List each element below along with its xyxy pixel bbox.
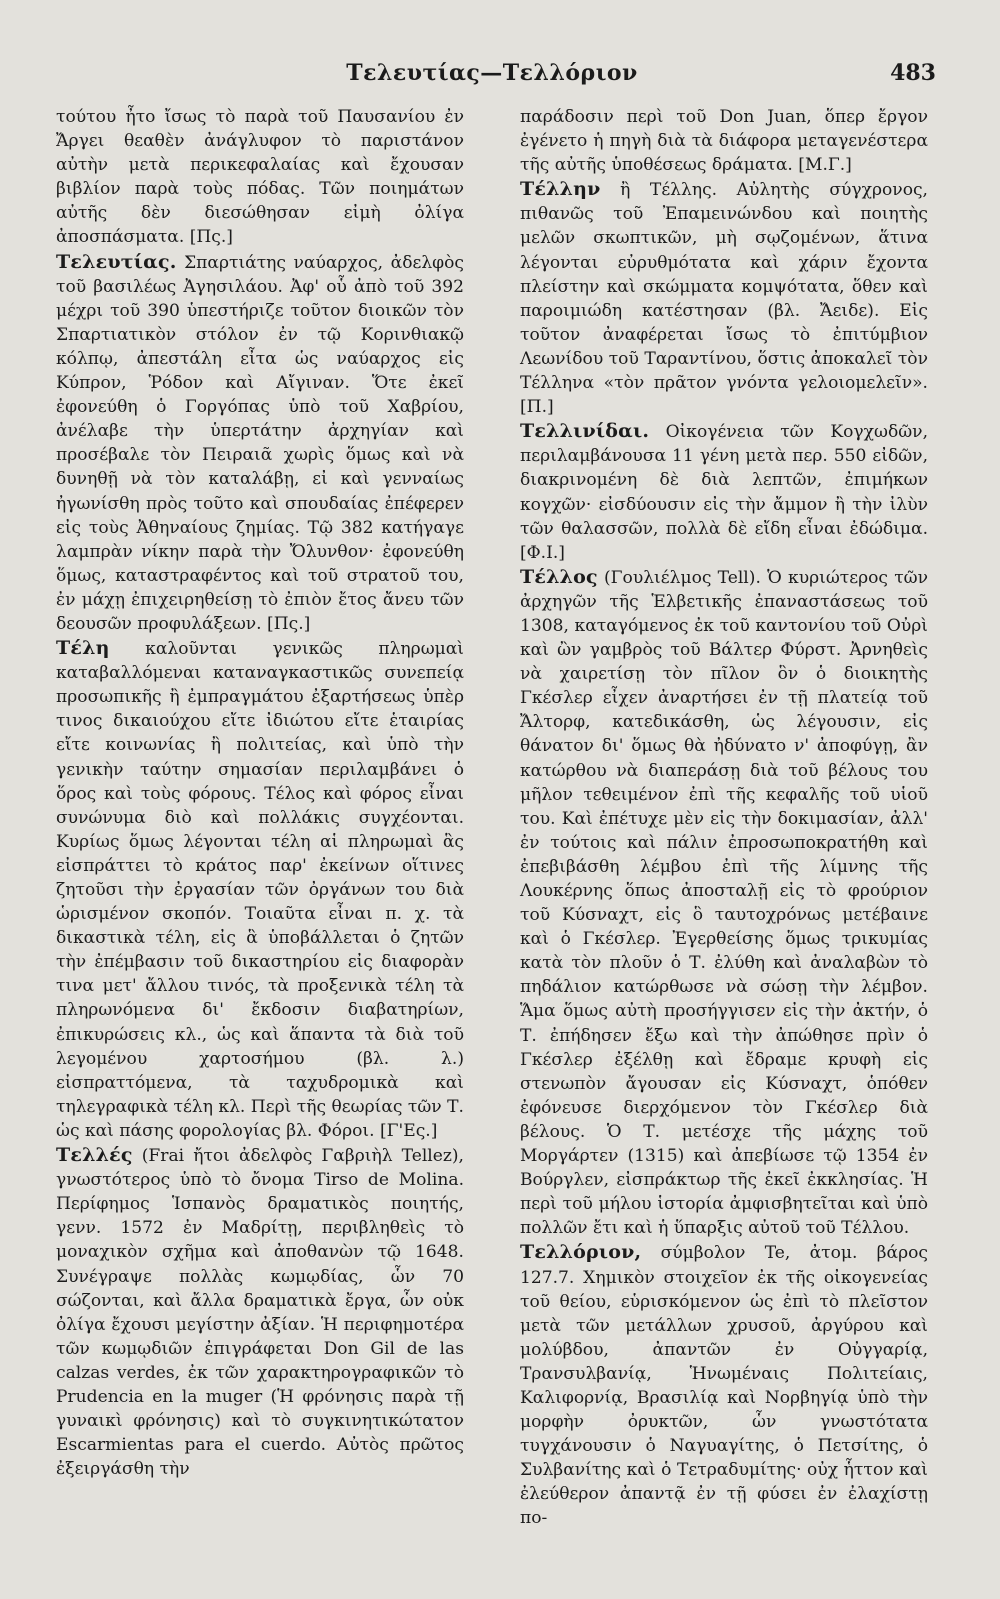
entry-text: (Frai ἤτοι ἀδελφὸς Γαβριὴλ Tellez), γνωστότερος ὑπὸ τὸ ὄνομα Tirso de Molina. Περίφημος Ἱσπανὸς δραματικὸς ποιητής, γενν. 1572 ἐν Μαδρίτῃ, περιβληθεὶς τὸ μοναχικὸν σχῆμα καὶ ἀποθανὼν τῷ 1648. Συνέγραψε πολλὰς κωμῳδίας, ὧν 70 σώζονται, καὶ ἄλλα δραματικὰ ἔργα, ὧν οὐκ ὀλίγα ἔχουσι μεγίστην ἀξίαν. Ἡ περιφημοτέρα τῶν κωμῳδιῶν ἐπιγράφεται Don Gil de las calzas verdes, ἐκ τῶν χαρακτηρογραφικῶν τὸ Prudencia en la muger (Ἡ φρόνησις παρὰ τῇ γυναικὶ φρόνησις) καὶ τὸ συγκινητικώτατον Escarmientas para el cuerdo. Αὐτὸς πρῶτος ἐξειργάσθη τὴν — [56, 1146, 464, 1480]
entry-tellinidai — [520, 419, 928, 565]
entry-headword: Τελευτίας. — [56, 250, 177, 273]
right-column — [520, 104, 928, 1531]
entry-tellos — [520, 565, 928, 1241]
page-number: 483 — [890, 60, 936, 86]
entry-tellorion — [520, 1240, 928, 1530]
entry-text: σύμβολον Te, ἀτομ. βάρος 127.7. Χημικὸν στοιχεῖον ἐκ τῆς οἰκογενείας τοῦ θείου, εὑρισκόμενον ὡς ἐπὶ τὸ πλεῖστον μετὰ τῶν μετάλλων χρυσοῦ, ἀργύρου καὶ μολύβδου, ἀπαντῶν ἐν Οὐγγαρίᾳ, Τρανσυλβανίᾳ, Ἡνωμέναις Πολιτείαις, Καλιφορνίᾳ, Βρασιλίᾳ καὶ Νορβηγίᾳ ὑπὸ τὴν μορφὴν ὀρυκτῶν, ὧν γνωστότατα τυγχάνουσιν ὁ Ναγυαγίτης, ὁ Πετσίτης, ὁ Συλβανίτης καὶ ὁ Τετραδυμίτης· οὐχ ἧττον καὶ ἐλεύθερον ἀπαντᾷ ἐν τῇ φύσει ἐν ἐλαχίστῃ πο- — [520, 1243, 928, 1529]
entry-teli — [56, 636, 464, 1143]
entry-continuation — [520, 104, 928, 177]
entry-teleutias — [56, 250, 464, 637]
entry-text: καλοῦνται γενικῶς πληρωμαὶ καταβαλλόμεναι καταναγκαστικῶς συνεπείᾳ προσωπικῆς ἢ ἐμπραγμάτου ἐξαρτήσεως ὑπὲρ τινος δικαιούχου εἴτε ἰδιώτου εἴτε ἑταιρίας εἴτε κοινωνίας ἢ πολιτείας, καὶ ὑπὸ τὴν γενικὴν ταύτην σημασίαν περιλαμβάνει ὁ ὅρος καὶ τοὺς φόρους. Τέλος καὶ φόρος εἶναι συνώνυμα διὸ καὶ πολλάκις συγχέονται. Κυρίως ὅμως λέγονται τέλη αἱ πληρωμαὶ ἃς εἰσπράττει τὸ κράτος παρ' ἐκείνων οἵτινες ζητοῦσι τὴν ἐργασίαν τῶν ὀργάνων του διὰ ὡρισμένον σκοπόν. Τοιαῦτα εἶναι π. χ. τὰ δικαστικὰ τέλη, εἰς ἃ ὑποβάλλεται ὁ ζητῶν τὴν ἐπέμβασιν τοῦ δικαστηρίου εἰς διαφορὰν τινα μετ' ἄλλου τινός, τὰ προξενικὰ τέλη τὰ πληρωνόμενα δι' ἔκδοσιν διαβατηρίων, ἐπικυρώσεις κλ., ὡς καὶ ἅπαντα τὰ διὰ τοῦ λεγομένου χαρτοσήμου (βλ. λ.) εἰσπραττόμενα, τὰ ταχυδρομικὰ καὶ τηλεγραφικὰ τέλη κλ. Περὶ τῆς θεωρίας τῶν Τ. ὡς καὶ πάσης φορολογίας βλ. Φόροι. [Γ'Ες.] — [56, 639, 465, 1141]
entry-text: Οἰκογένεια τῶν Κογχωδῶν, περιλαμβάνουσα 11 γένη μετὰ περ. 550 εἰδῶν, διακρινομένη δὲ διὰ λεπτῶν, ἐπιμήκων κογχῶν· εἰσδύουσιν εἰς τὴν ἄμμον ἢ τὴν ἰλὺν τῶν θαλασσῶν, πολλὰ δὲ εἴδη εἶναι ἐδώδιμα. [Φ.Ι.] — [520, 422, 928, 563]
entry-continuation — [56, 104, 464, 250]
entry-text: ἢ Τέλλης. Αὐλητὴς σύγχρονος, πιθανῶς τοῦ Ἐπαμεινώνδου καὶ ποιητὴς μελῶν σκωπτικῶν, μὴ σῳζομένων, ἅτινα λέγονται εὐρυθμότατα καὶ χάριν ἔχοντα πλείστην καὶ σκώμματα κομψότατα, ὅθεν καὶ παροιμιώδη κατέστησαν (βλ. Ἄειδε). Εἰς τοῦτον ἀναφέρεται ἴσως τὸ ἐπιτύμβιον Λεωνίδου τοῦ Ταραντίνου, ὅστις ἀποκαλεῖ τὸν Τέλληνα «τὸν πρᾶτον γνόντα γελοιομελεῖν». [Π.] — [520, 180, 928, 418]
left-column — [56, 104, 464, 1531]
entry-text: (Γουλιέλμος Tell). Ὁ κυριώτερος τῶν ἀρχηγῶν τῆς Ἑλβετικῆς ἐπαναστάσεως τοῦ 1308, καταγόμενος ἐκ τοῦ καντονίου τοῦ Οὐρὶ καὶ ὢν γαμβρὸς τοῦ Βάλτερ Φύρστ. Ἀρνηθεὶς νὰ χαιρετίσῃ τὸν πῖλον ὃν ὁ διοικητὴς Γκέσλερ εἶχεν ἀναρτήσει ἐν τῇ πλατείᾳ τοῦ Ἄλτορφ, κατεδικάσθη, ὡς λέγουσιν, εἰς θάνατον δι' ὅμως θὰ ἠδύνατο ν' ἀποφύγῃ, ἂν κατώρθου νὰ διαπεράσῃ διὰ τοῦ βέλους του μῆλον τεθειμένον ἐπὶ τῆς κεφαλῆς τοῦ υἱοῦ του. Καὶ ἐπέτυχε μὲν εἰς τὴν δοκιμασίαν, ἀλλ' ἐν τούτοις καὶ πάλιν ἐπροσωποκρατήθη καὶ ἐπεβιβάσθη λέμβου ἐπὶ τῆς λίμνης τῆς Λουκέρνης ὅπως ἀποσταλῇ εἰς τὸ φρούριον τοῦ Κύσναχτ, εἰς ὃ ταυτοχρόνως μετέβαινε καὶ ὁ Γκέσλερ. Ἐγερθείσης ὅμως τρικυμίας κατὰ τὸν πλοῦν ὁ Τ. ἐλύθη καὶ ἀναλαβὼν τὸ πηδάλιον κατώρθωσε νὰ σώσῃ τὴν λέμβον. Ἅμα ὅμως αὐτὴ προσήγγισεν εἰς τὴν ἀκτήν, ὁ Τ. ἐπήδησεν ἔξω καὶ τὴν ἀπώθησε πρὶν ὁ Γκέσλερ ἐξέλθῃ καὶ ἔδραμε κρυφὴ εἰς στενωπὸν ἄγουσαν εἰς Κύσναχτ, ὁπόθεν ἐφόνευσε διερχόμενον τὸν Γκέσλερ διὰ βέλους. Ὁ Τ. μετέσχε τῆς μάχης τοῦ Μοργάρτεν (1315) καὶ ἀπεβίωσε τῷ 1354 ἐν Βούργλεν, εἰσπράκτωρ τῆς ἐκεῖ ἐκκλησίας. Ἡ περὶ τοῦ μήλου ἱστορία ἀμφισβητεῖται καὶ ὑπὸ πολλῶν ἔτι καὶ ἡ ὕπαρξις αὐτοῦ τοῦ Τέλλου. — [520, 567, 929, 1239]
page-header — [56, 60, 936, 94]
entry-text: τούτου ἦτο ἴσως τὸ παρὰ τοῦ Παυσανίου ἐν Ἄργει θεαθὲν ἀνάγλυφον τὸ παριστάνον αὐτὴν μετὰ περικεφαλαίας καὶ ἔχουσαν βιβλίον παρὰ τοὺς πόδας. Τῶν ποιημάτων αὐτῆς δὲν διεσώθησαν εἰμὴ ὀλίγα ἀποσπάσματα. [Πς.] — [56, 107, 464, 248]
entry-headword: Τελλόριον, — [520, 1241, 642, 1264]
entry-text: παράδοσιν περὶ τοῦ Don Juan, ὅπερ ἔργον ἐγένετο ἡ πηγὴ διὰ τὰ διάφορα μεταγενέστερα τῆς αὐτῆς ὑποθέσεως δράματα. [Μ.Γ.] — [520, 107, 928, 176]
running-head: Τελευτίας—Τελλόριον — [346, 60, 638, 86]
text-columns — [56, 104, 928, 1531]
entry-headword: Τέλη — [56, 637, 110, 660]
entry-headword: Τέλλος — [520, 565, 598, 588]
entry-telles — [56, 1143, 464, 1481]
entry-tellen — [520, 177, 928, 419]
entry-text: Σπαρτιάτης ναύαρχος, ἀδελφὸς τοῦ βασιλέως Ἀγησιλάου. Ἀφ' οὗ ἀπὸ τοῦ 392 μέχρι τοῦ 390 ὑπεστήριζε τοῦτον διοικῶν τὸν Σπαρτιατικὸν στόλον ἐν τῷ Κορινθιακῷ κόλπῳ, ἀπεστάλη εἶτα ὡς ναύαρχος εἰς Κύπρον, Ῥόδον καὶ Αἴγιναν. Ὅτε ἐκεῖ ἐφονεύθη ὁ Γοργόπας ὑπὸ τοῦ Χαβρίου, ἀνέλαβε τὴν ὑπερτάτην ἀρχηγίαν καὶ προσέβαλε τὸν Πειραιᾶ χωρὶς ὅμως καὶ νὰ δυνηθῇ νὰ τὸν καταλάβῃ, εἰ καὶ γενναίως ἠγωνίσθη πρὸς τοῦτο καὶ σπουδαίας ἐπέφερεν εἰς τοὺς Ἀθηναίους ζημίας. Τῷ 382 κατήγαγε λαμπρὰν νίκην παρὰ τὴν Ὄλυνθον· ἐφονεύθη ὅμως, καταστραφέντος καὶ τοῦ στρατοῦ του, ἐν μάχῃ ἐπιχειρηθείσῃ τὸ ἐπιὸν ἔτος ἄνευ τῶν δεουσῶν προφυλάξεων. [Πς.] — [56, 252, 465, 634]
entry-headword: Τέλλην — [520, 178, 601, 201]
entry-headword: Τελλές — [56, 1144, 133, 1167]
entry-headword: Τελλινίδαι. — [520, 420, 650, 443]
